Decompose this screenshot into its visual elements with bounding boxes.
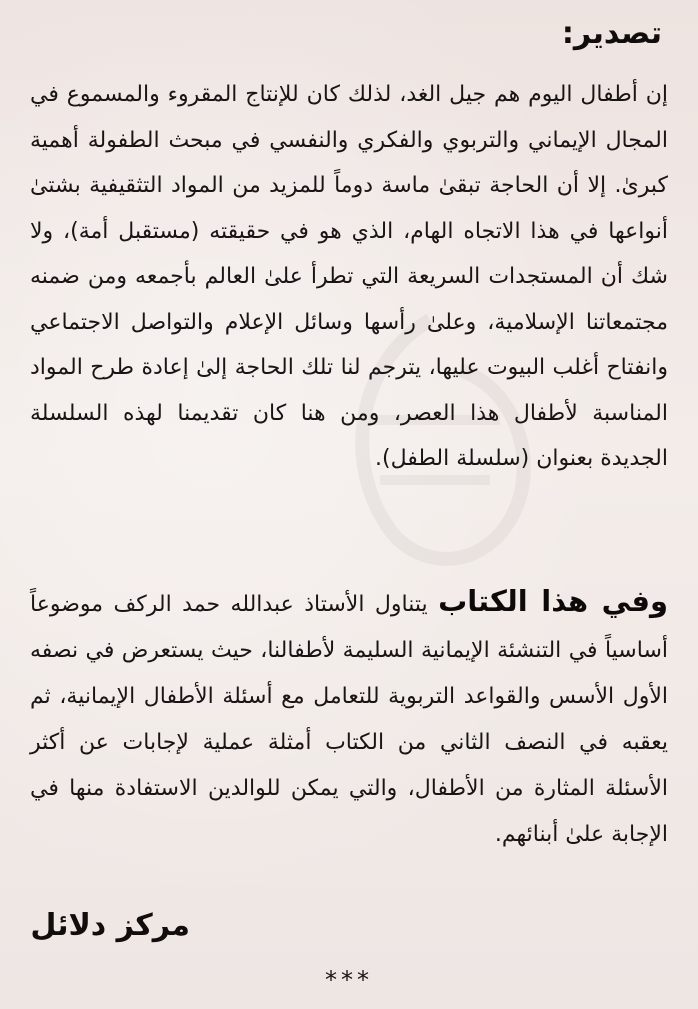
book-description: يتناول الأستاذ عبدالله حمد الركف موضوعاً أساسياً في التنشئة الإيمانية السليمة لأطفالنا، حيث يستعرض في نصفه الأول الأسس والقواعد التربوية للتعامل مع أسئلة الأطفال الإيمانية، ثم يعقبه في النصف الثاني من الكتاب أمثلة عملية لإجابات عن أكثر الأسئلة المثارة من الأطفال، والتي يمكن للوالدين الاستفادة منها في الإجابة علىٰ أبنائهم. bbox=[30, 592, 668, 847]
preface-heading: تصدير: bbox=[561, 16, 662, 51]
book-heading: وفي هذا الكتاب bbox=[438, 584, 668, 618]
book-paragraph bbox=[30, 578, 668, 858]
preface-paragraph: إن أطفال اليوم هم جيل الغد، لذلك كان للإنتاج المقروء والمسموع في المجال الإيماني والتربوي والفكري والنفسي في مبحث الطفولة أهمية كبرىٰ. إلا أن الحاجة تبقىٰ ماسة دوماً للمزيد من المواد التثقيفية بشتىٰ أنواعها في هذا الاتجاه الهام، الذي هو في حقيقته (مستقبل أمة)، ولا شك أن المستجدات السريعة التي تطرأ علىٰ العالم بأجمعه ومن ضمنه مجتمعاتنا الإسلامية، وعلىٰ رأسها وسائل الإعلام والتواصل الاجتماعي وانفتاح أغلب البيوت عليها، يترجم لنا تلك الحاجة إلىٰ إعادة طرح المواد المناسبة لأطفال هذا العصر، ومن هنا كان تقديمنا لهذه السلسلة الجديدة بعنوان (سلسلة الطفل). bbox=[30, 82, 668, 471]
publisher-signature: مركز دلائل bbox=[30, 908, 190, 943]
book-section bbox=[30, 578, 668, 858]
end-ornament: *** bbox=[325, 966, 373, 994]
preface-body bbox=[30, 72, 668, 482]
